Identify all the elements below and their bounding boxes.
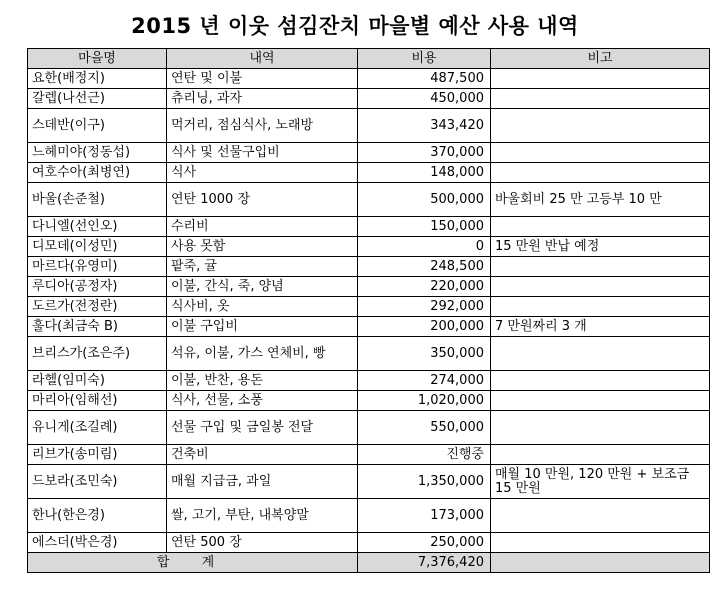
detail-cell: 츄리닝, 과자 [167,89,358,109]
amount-cell: 550,000 [358,411,491,445]
table-row [28,143,710,163]
table-row [28,445,710,465]
total-note [491,553,710,573]
total-label: 합 계 [28,553,358,573]
header-amount: 비용 [358,49,491,69]
table-row [28,465,710,499]
note-cell: 15 만원 반납 예정 [491,237,710,257]
detail-cell: 식사 및 선물구입비 [167,143,358,163]
amount-cell: 250,000 [358,533,491,553]
table-row [28,257,710,277]
note-cell [491,499,710,533]
village-cell: 라헬(임미숙) [28,371,167,391]
detail-cell: 식사비, 옷 [167,297,358,317]
table-row [28,163,710,183]
note-cell [491,445,710,465]
table-body [28,69,710,553]
note-cell [491,277,710,297]
detail-cell: 이불, 반찬, 용돈 [167,371,358,391]
table-row [28,337,710,371]
village-cell: 루디아(공정자) [28,277,167,297]
header-note: 비고 [491,49,710,69]
village-cell: 훌다(최금숙 B) [28,317,167,337]
amount-cell: 370,000 [358,143,491,163]
amount-cell: 148,000 [358,163,491,183]
amount-cell: 343,420 [358,109,491,143]
amount-cell: 1,350,000 [358,465,491,499]
note-cell [491,337,710,371]
table-row [28,69,710,89]
village-cell: 요한(배정지) [28,69,167,89]
village-cell: 스데반(이구) [28,109,167,143]
village-cell: 마르다(유영미) [28,257,167,277]
note-cell [491,371,710,391]
table-row [28,411,710,445]
total-amount: 7,376,420 [358,553,491,573]
detail-cell: 연탄 1000 장 [167,183,358,217]
village-cell: 브리스가(조은주) [28,337,167,371]
note-cell [491,69,710,89]
detail-cell: 연탄 및 이불 [167,69,358,89]
village-cell: 다니엘(선인오) [28,217,167,237]
header-detail: 내역 [167,49,358,69]
amount-cell: 1,020,000 [358,391,491,411]
table-row [28,499,710,533]
village-cell: 디모데(이성민) [28,237,167,257]
village-cell: 바울(손준철) [28,183,167,217]
note-cell [491,143,710,163]
table-row [28,277,710,297]
table-row [28,297,710,317]
detail-cell: 석유, 이불, 가스 연체비, 빵 [167,337,358,371]
village-cell: 드보라(조민숙) [28,465,167,499]
amount-cell: 450,000 [358,89,491,109]
village-cell: 에스더(박은경) [28,533,167,553]
table-row [28,109,710,143]
detail-cell: 이불 구입비 [167,317,358,337]
amount-cell: 274,000 [358,371,491,391]
amount-cell: 150,000 [358,217,491,237]
header-row [28,49,710,69]
detail-cell: 먹거리, 점심식사, 노래방 [167,109,358,143]
table-row [28,237,710,257]
total-row [28,553,710,573]
note-cell [491,411,710,445]
detail-cell: 선물 구입 및 금일봉 전달 [167,411,358,445]
amount-cell: 0 [358,237,491,257]
detail-cell: 수리비 [167,217,358,237]
amount-cell: 487,500 [358,69,491,89]
note-cell [491,297,710,317]
budget-table [27,48,710,573]
village-cell: 한나(한은경) [28,499,167,533]
amount-cell: 진행중 [358,445,491,465]
amount-cell: 220,000 [358,277,491,297]
note-cell [491,533,710,553]
table-row [28,533,710,553]
amount-cell: 350,000 [358,337,491,371]
note-cell [491,257,710,277]
table-row [28,183,710,217]
document-title: 2015 년 이웃 섬김잔치 마을별 예산 사용 내역 [131,14,579,38]
village-cell: 유니게(조길례) [28,411,167,445]
note-cell [491,109,710,143]
note-cell: 매월 10 만원, 120 만원 + 보조금 15 만원 [491,465,710,499]
village-cell: 여호수아(최병연) [28,163,167,183]
detail-cell: 팥죽, 귤 [167,257,358,277]
detail-cell: 이불, 간식, 죽, 양념 [167,277,358,297]
note-cell [491,217,710,237]
amount-cell: 248,500 [358,257,491,277]
detail-cell: 식사, 선물, 소풍 [167,391,358,411]
village-cell: 마리아(임해선) [28,391,167,411]
amount-cell: 200,000 [358,317,491,337]
note-cell [491,89,710,109]
table-row [28,217,710,237]
detail-cell: 연탄 500 장 [167,533,358,553]
village-cell: 리브가(송미림) [28,445,167,465]
note-cell: 바울회비 25 만 고등부 10 만 [491,183,710,217]
table-row [28,317,710,337]
amount-cell: 173,000 [358,499,491,533]
amount-cell: 292,000 [358,297,491,317]
note-cell [491,391,710,411]
detail-cell: 매월 지급금, 과일 [167,465,358,499]
table-row [28,89,710,109]
detail-cell: 사용 못함 [167,237,358,257]
table-row [28,371,710,391]
village-cell: 느헤미야(정동섭) [28,143,167,163]
amount-cell: 500,000 [358,183,491,217]
note-cell: 7 만원짜리 3 개 [491,317,710,337]
table-row [28,391,710,411]
header-village: 마을명 [28,49,167,69]
note-cell [491,163,710,183]
detail-cell: 건축비 [167,445,358,465]
village-cell: 도르가(전정란) [28,297,167,317]
detail-cell: 식사 [167,163,358,183]
village-cell: 갈렙(나선근) [28,89,167,109]
detail-cell: 쌀, 고기, 부탄, 내복양말 [167,499,358,533]
